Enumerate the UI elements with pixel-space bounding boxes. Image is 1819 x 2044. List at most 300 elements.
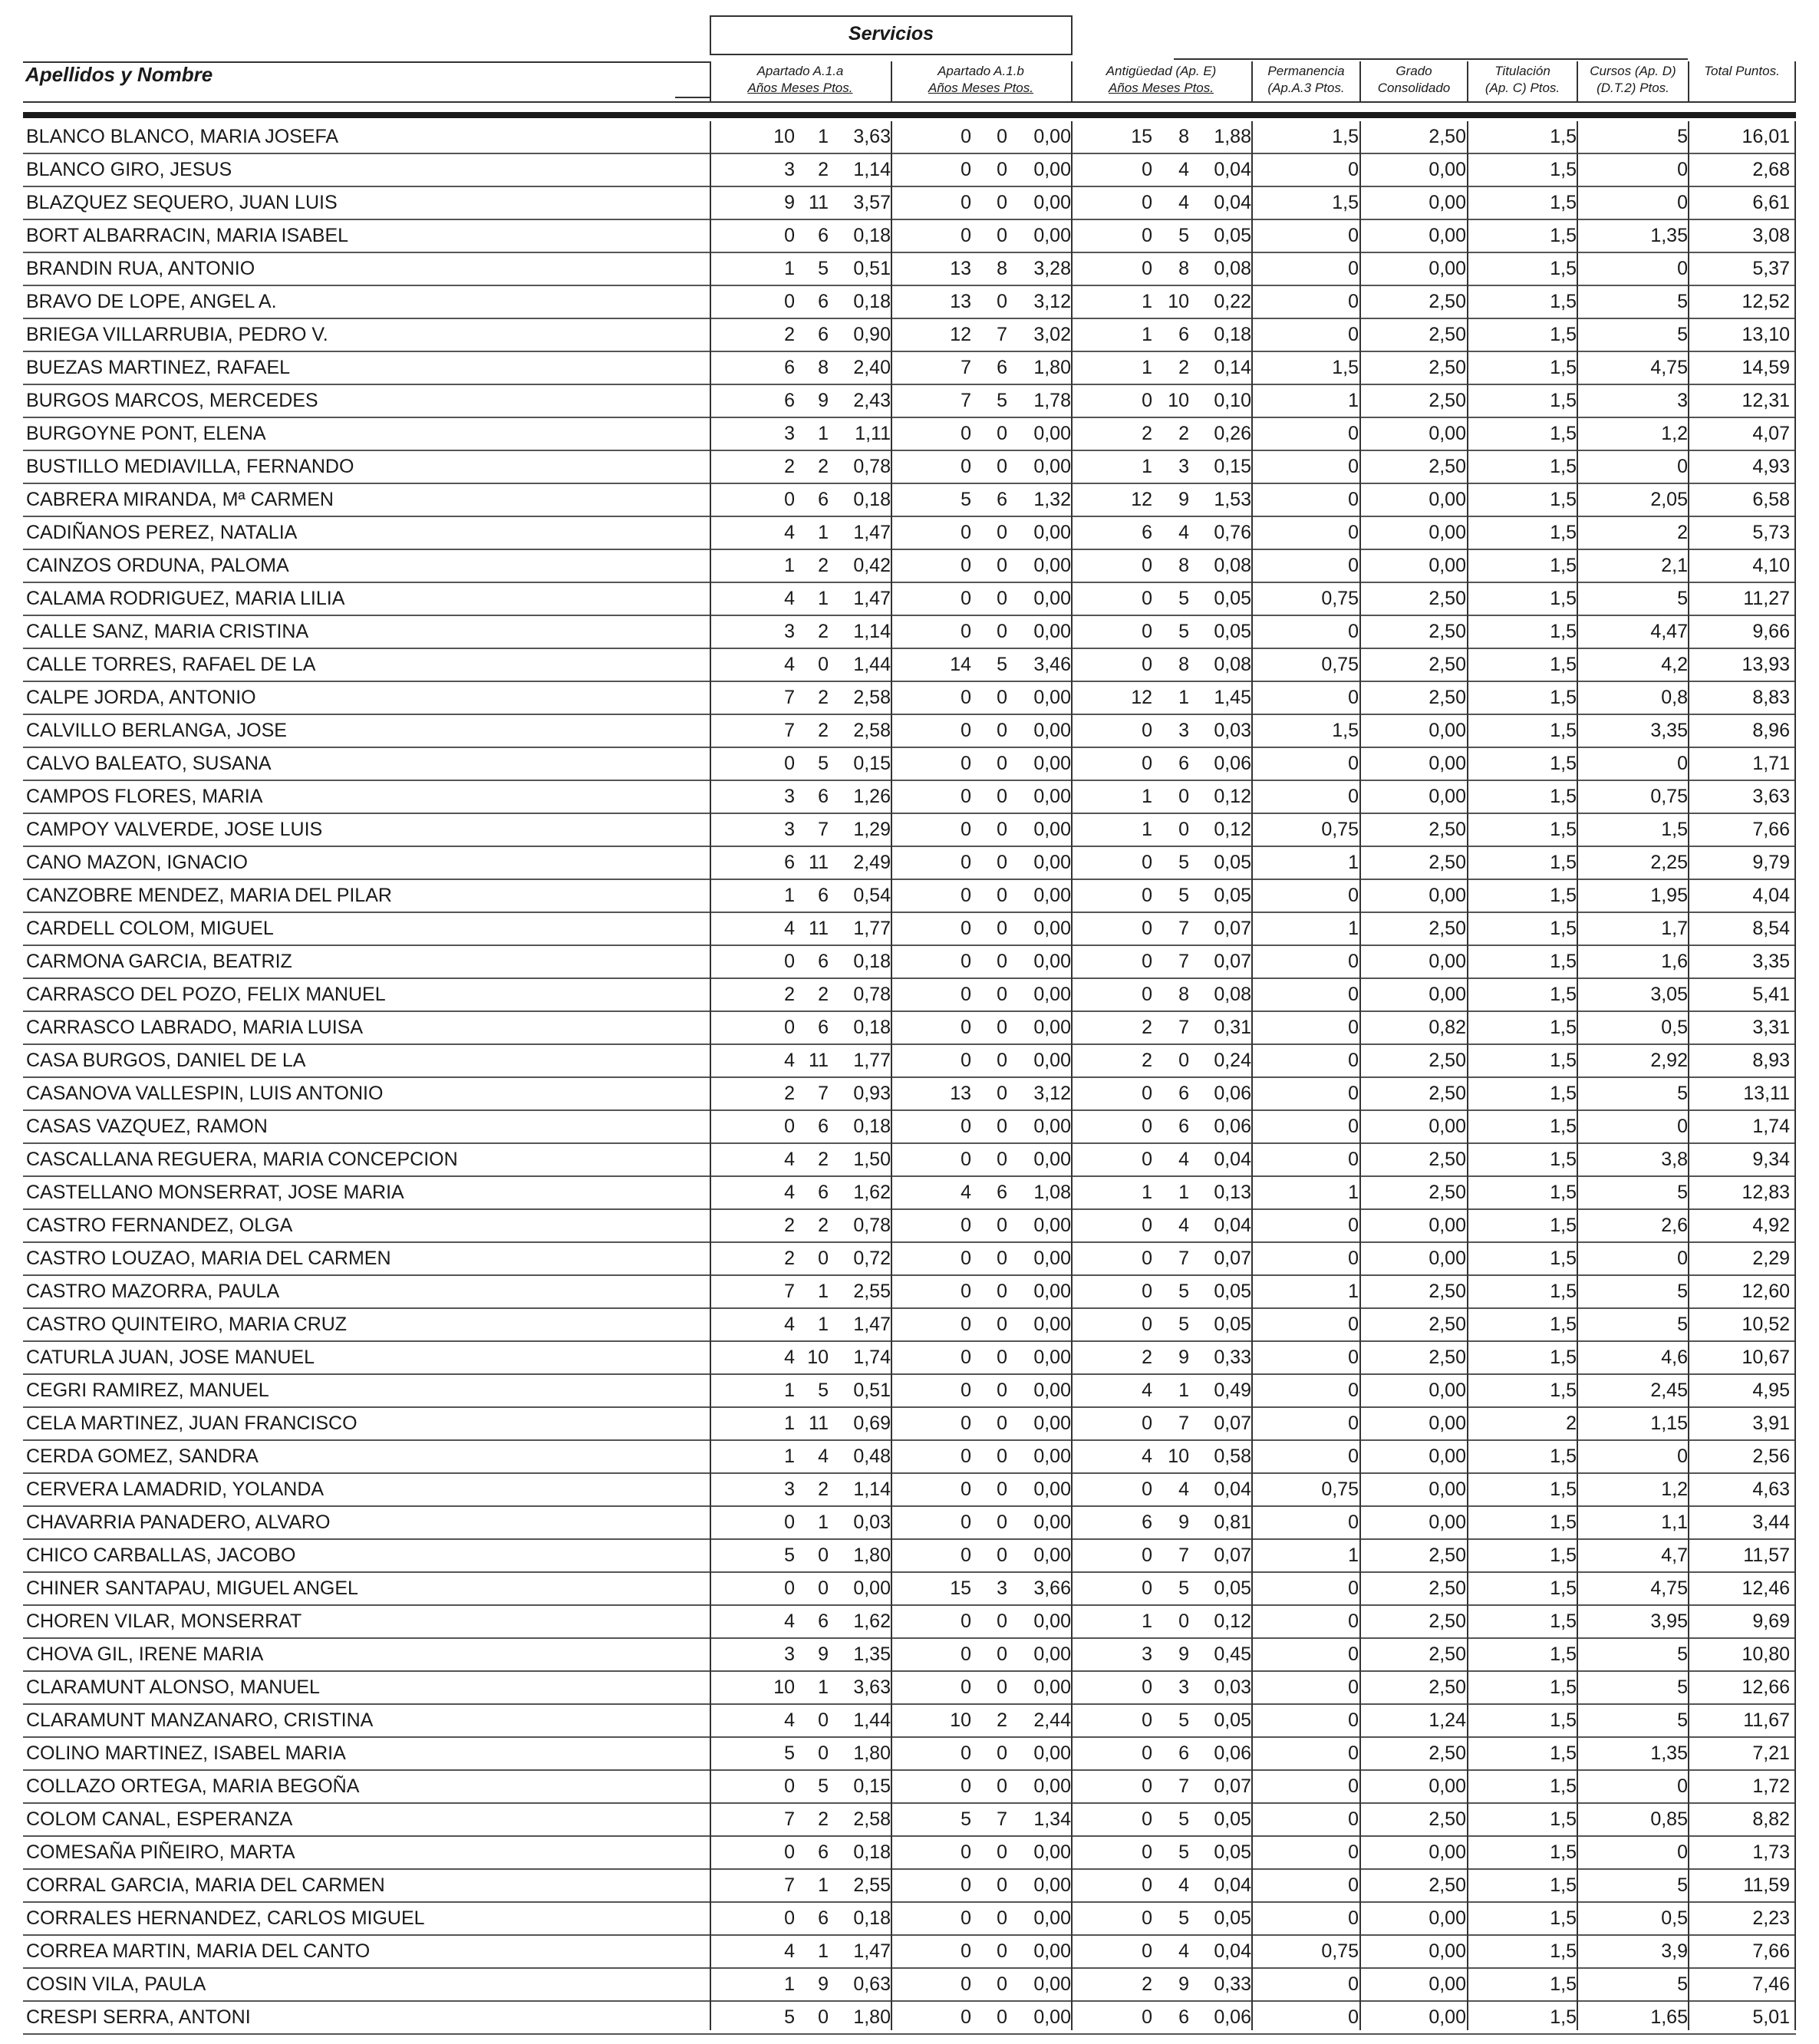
cell-titulacion: 1,5	[1550, 192, 1577, 213]
cell-titulacion: 1,5	[1550, 1248, 1577, 1269]
cell-a1a-ptos: 1,80	[853, 2006, 891, 2028]
cell-grado: 0,00	[1429, 1380, 1466, 1401]
cell-a1a-meses: 6	[818, 1017, 829, 1038]
cell-titulacion: 1,5	[1550, 1907, 1577, 1929]
cell-a1b-meses: 0	[997, 984, 1007, 1005]
cell-a1a-meses: 0	[818, 654, 829, 675]
table-row	[23, 1771, 1796, 1804]
cell-a1b-ptos: 0,00	[1033, 159, 1071, 180]
table-row	[23, 1540, 1796, 1573]
cell-titulacion: 1,5	[1550, 1512, 1577, 1533]
cell-antig-meses: 1	[1178, 687, 1189, 708]
cell-a1b-ptos: 0,00	[1033, 1413, 1071, 1434]
cell-antig-ptos: 0,04	[1214, 1940, 1251, 1962]
cell-total: 8,82	[1752, 1808, 1790, 1830]
cell-antig-ptos: 0,05	[1214, 1808, 1251, 1830]
cell-a1b-meses: 0	[997, 1314, 1007, 1335]
cell-permanencia: 0	[1348, 687, 1359, 708]
cell-name: CLARAMUNT ALONSO, MANUEL	[26, 1676, 320, 1698]
table-row	[23, 286, 1796, 319]
cell-antig-meses: 6	[1178, 753, 1189, 774]
cell-antig-ptos: 0,07	[1214, 1413, 1251, 1434]
cell-total: 5,41	[1752, 984, 1790, 1005]
col-header-line1: Total Puntos.	[1704, 64, 1780, 78]
cell-cursos: 5	[1677, 1281, 1688, 1302]
cell-titulacion: 1,5	[1550, 324, 1577, 345]
cell-a1b-meses: 0	[997, 1149, 1007, 1170]
cell-cursos: 0,8	[1661, 687, 1688, 708]
cell-a1a-anos: 1	[784, 258, 795, 279]
cell-a1b-meses: 0	[997, 852, 1007, 873]
cell-a1a-anos: 1	[784, 555, 795, 576]
cell-antig-ptos: 0,08	[1214, 258, 1251, 279]
cell-a1b-anos: 0	[961, 1479, 971, 1500]
cell-a1b-ptos: 0,00	[1033, 720, 1071, 741]
cell-antig-ptos: 0,18	[1214, 324, 1251, 345]
col-header-line2: (D.T.2) Ptos.	[1597, 81, 1669, 95]
cell-name: CRESPI SERRA, ANTONI	[26, 2006, 251, 2028]
cell-titulacion: 1,5	[1550, 654, 1577, 675]
cell-permanencia: 0	[1348, 1314, 1359, 1335]
cell-titulacion: 1,5	[1550, 1742, 1577, 1764]
cell-grado: 0,00	[1429, 1215, 1466, 1236]
cell-name: BURGOS MARCOS, MERCEDES	[26, 390, 318, 411]
cell-a1b-ptos: 0,00	[1033, 753, 1071, 774]
cell-cursos: 1,2	[1661, 1479, 1688, 1500]
cell-a1a-ptos: 3,63	[853, 126, 891, 147]
cell-a1a-meses: 1	[818, 522, 829, 543]
cell-cursos: 3,05	[1650, 984, 1688, 1005]
cell-antig-ptos: 0,07	[1214, 1248, 1251, 1269]
cell-antig-meses: 3	[1178, 456, 1189, 477]
cell-antig-anos: 0	[1142, 654, 1152, 675]
cell-a1a-ptos: 3,63	[853, 1676, 891, 1698]
cell-antig-ptos: 0,06	[1214, 753, 1251, 774]
table-row	[23, 1837, 1796, 1870]
cell-antig-anos: 2	[1142, 1973, 1152, 1995]
cell-antig-anos: 2	[1142, 423, 1152, 444]
cell-a1a-anos: 7	[784, 1281, 795, 1302]
cell-a1b-anos: 0	[961, 1149, 971, 1170]
cell-permanencia: 0	[1348, 423, 1359, 444]
cell-a1a-anos: 0	[784, 291, 795, 312]
cell-a1a-ptos: 1,11	[855, 423, 891, 444]
cell-permanencia: 0	[1348, 1347, 1359, 1368]
cell-a1a-anos: 2	[784, 1083, 795, 1104]
cell-a1b-anos: 0	[961, 852, 971, 873]
cell-antig-ptos: 0,49	[1214, 1380, 1251, 1401]
col-header-a1a	[710, 63, 891, 97]
cell-antig-anos: 0	[1142, 1841, 1152, 1863]
cell-total: 7,66	[1752, 1940, 1790, 1962]
cell-a1a-meses: 2	[818, 1479, 829, 1500]
cell-permanencia: 0	[1348, 456, 1359, 477]
table-row	[23, 1375, 1796, 1408]
cell-permanencia: 0	[1348, 324, 1359, 345]
cell-antig-ptos: 0,10	[1214, 390, 1251, 411]
cell-a1b-anos: 0	[961, 1973, 971, 1995]
cell-a1a-ptos: 1,62	[853, 1182, 891, 1203]
cell-permanencia: 0	[1348, 951, 1359, 972]
cell-a1b-meses: 0	[997, 753, 1007, 774]
cell-antig-meses: 4	[1178, 1149, 1189, 1170]
cell-cursos: 1,5	[1661, 819, 1688, 840]
cell-grado: 2,50	[1429, 357, 1466, 378]
cell-total: 9,34	[1752, 1149, 1790, 1170]
cell-antig-anos: 15	[1131, 126, 1152, 147]
cell-permanencia: 1	[1348, 1182, 1359, 1203]
cell-a1b-meses: 0	[997, 1742, 1007, 1764]
cell-antig-anos: 1	[1142, 1182, 1152, 1203]
cell-grado: 2,50	[1429, 687, 1466, 708]
cell-a1a-meses: 0	[818, 1545, 829, 1566]
cell-a1b-ptos: 0,00	[1033, 456, 1071, 477]
cell-a1b-anos: 0	[961, 1380, 971, 1401]
cell-a1a-ptos: 1,47	[853, 588, 891, 609]
cell-a1a-anos: 6	[784, 390, 795, 411]
cell-name: CASANOVA VALLESPIN, LUIS ANTONIO	[26, 1083, 384, 1104]
cell-antig-meses: 0	[1178, 1610, 1189, 1632]
cell-a1a-meses: 1	[818, 1874, 829, 1896]
col-header-line1: Antigüedad (Ap. E)	[1106, 64, 1217, 78]
cell-a1a-meses: 6	[818, 786, 829, 807]
cell-grado: 0,00	[1429, 720, 1466, 741]
cell-titulacion: 1,5	[1550, 1314, 1577, 1335]
cell-cursos: 3,95	[1650, 1610, 1688, 1632]
cell-grado: 2,50	[1429, 1182, 1466, 1203]
cell-a1a-meses: 7	[818, 1083, 829, 1104]
cell-grado: 0,00	[1429, 1248, 1466, 1269]
cell-a1a-ptos: 0,18	[853, 1116, 891, 1137]
cell-antig-ptos: 0,04	[1214, 1874, 1251, 1896]
cell-titulacion: 1,5	[1550, 1545, 1577, 1566]
cell-a1b-meses: 0	[997, 522, 1007, 543]
cell-name: CASTELLANO MONSERRAT, JOSE MARIA	[26, 1182, 404, 1203]
cell-name: CAINZOS ORDUNA, PALOMA	[26, 555, 289, 576]
cell-permanencia: 0	[1348, 621, 1359, 642]
cell-antig-ptos: 0,33	[1214, 1347, 1251, 1368]
cell-titulacion: 1,5	[1550, 1446, 1577, 1467]
cell-permanencia: 0	[1348, 1050, 1359, 1071]
cell-a1a-anos: 0	[784, 1017, 795, 1038]
cell-a1b-anos: 0	[961, 1874, 971, 1896]
cell-a1a-meses: 2	[818, 555, 829, 576]
cell-permanencia: 0	[1348, 885, 1359, 906]
cell-a1a-meses: 6	[818, 1841, 829, 1863]
cell-a1a-meses: 9	[818, 1643, 829, 1665]
table-row	[23, 1408, 1796, 1441]
cell-grado: 2,50	[1429, 1083, 1466, 1104]
header-bottom-rule	[23, 101, 1796, 103]
cell-antig-ptos: 0,08	[1214, 555, 1251, 576]
cell-antig-anos: 0	[1142, 192, 1152, 213]
cell-name: CALPE JORDA, ANTONIO	[26, 687, 256, 708]
col-header-line1: Permanencia	[1267, 64, 1345, 78]
cell-a1a-anos: 7	[784, 1808, 795, 1830]
col-header-antiguedad	[1071, 63, 1251, 97]
cell-permanencia: 0	[1348, 1973, 1359, 1995]
cell-grado: 0,00	[1429, 885, 1466, 906]
cell-total: 1,73	[1752, 1841, 1790, 1863]
cell-cursos: 0	[1677, 258, 1688, 279]
cell-antig-ptos: 0,22	[1214, 291, 1251, 312]
table-row	[23, 187, 1796, 220]
cell-a1a-meses: 1	[818, 423, 829, 444]
table-row	[23, 1045, 1796, 1078]
cell-antig-ptos: 1,45	[1214, 687, 1251, 708]
cell-titulacion: 1,5	[1550, 291, 1577, 312]
cell-titulacion: 1,5	[1550, 819, 1577, 840]
cell-cursos: 5	[1677, 1973, 1688, 1995]
cell-a1b-meses: 5	[997, 654, 1007, 675]
cell-a1b-anos: 0	[961, 126, 971, 147]
cell-antig-ptos: 0,05	[1214, 1907, 1251, 1929]
grid-vline	[1071, 121, 1073, 2030]
cell-total: 4,95	[1752, 1380, 1790, 1401]
cell-name: COSIN VILA, PAULA	[26, 1973, 206, 1995]
cell-a1b-anos: 0	[961, 1314, 971, 1335]
cell-permanencia: 1,5	[1332, 357, 1359, 378]
cell-a1b-ptos: 0,00	[1033, 126, 1071, 147]
cell-antig-meses: 9	[1178, 1512, 1189, 1533]
grid-vline	[1688, 121, 1689, 2030]
cell-a1b-anos: 0	[961, 1413, 971, 1434]
cell-antig-meses: 3	[1178, 720, 1189, 741]
cell-cursos: 0,5	[1661, 1017, 1688, 1038]
table-row	[23, 946, 1796, 979]
cell-a1a-meses: 5	[818, 258, 829, 279]
cell-name: CERDA GOMEZ, SANDRA	[26, 1446, 259, 1467]
cell-a1a-anos: 0	[784, 225, 795, 246]
cell-a1b-meses: 0	[997, 225, 1007, 246]
cell-total: 9,66	[1752, 621, 1790, 642]
cell-cursos: 1,1	[1661, 1512, 1688, 1533]
cell-a1a-meses: 11	[809, 1050, 829, 1071]
cell-total: 11,57	[1743, 1545, 1790, 1566]
cell-a1b-ptos: 0,00	[1033, 1742, 1071, 1764]
cell-name: CASA BURGOS, DANIEL DE LA	[26, 1050, 306, 1071]
cell-total: 8,96	[1752, 720, 1790, 741]
cell-a1b-ptos: 0,00	[1033, 951, 1071, 972]
cell-a1a-meses: 1	[818, 1314, 829, 1335]
cell-antig-meses: 7	[1178, 1413, 1189, 1434]
cell-a1b-ptos: 0,00	[1033, 1116, 1071, 1137]
cell-total: 8,83	[1752, 687, 1790, 708]
cell-antig-anos: 1	[1142, 456, 1152, 477]
cell-total: 10,52	[1742, 1314, 1790, 1335]
cell-cursos: 0,85	[1650, 1808, 1688, 1830]
table-row	[23, 220, 1796, 253]
cell-antig-meses: 6	[1178, 2006, 1189, 2028]
table-row	[23, 1738, 1796, 1771]
cell-a1a-anos: 4	[784, 1149, 795, 1170]
cell-grado: 0,00	[1429, 423, 1466, 444]
cell-grado: 2,50	[1429, 1314, 1466, 1335]
cell-a1a-ptos: 1,47	[853, 1940, 891, 1962]
cell-a1a-meses: 0	[818, 1248, 829, 1269]
cell-cursos: 3,8	[1661, 1149, 1688, 1170]
cell-a1b-meses: 0	[997, 1643, 1007, 1665]
cell-grado: 0,00	[1429, 1413, 1466, 1434]
cell-cursos: 5	[1677, 588, 1688, 609]
cell-grado: 0,00	[1429, 1973, 1466, 1995]
cell-a1a-ptos: 1,14	[853, 159, 891, 180]
cell-a1a-meses: 2	[818, 984, 829, 1005]
cell-antig-meses: 0	[1178, 819, 1189, 840]
cell-cursos: 4,75	[1650, 357, 1688, 378]
cell-name: BRANDIN RUA, ANTONIO	[26, 258, 255, 279]
cell-name: BORT ALBARRACIN, MARIA ISABEL	[26, 225, 349, 246]
cell-a1b-ptos: 0,00	[1033, 852, 1071, 873]
cell-cursos: 1,65	[1650, 2006, 1688, 2028]
cell-a1b-anos: 0	[961, 1512, 971, 1533]
cell-antig-meses: 4	[1178, 522, 1189, 543]
cell-grado: 2,50	[1429, 390, 1466, 411]
cell-antig-meses: 5	[1178, 621, 1189, 642]
cell-a1a-meses: 11	[809, 1413, 829, 1434]
cell-antig-ptos: 0,03	[1214, 1676, 1251, 1698]
cell-titulacion: 1,5	[1550, 1940, 1577, 1962]
cell-total: 7,46	[1752, 1973, 1790, 1995]
cell-cursos: 0	[1677, 1446, 1688, 1467]
cell-a1a-meses: 7	[818, 819, 829, 840]
cell-a1b-meses: 0	[997, 1116, 1007, 1137]
cell-antig-meses: 7	[1178, 1017, 1189, 1038]
servicios-group-header: Servicios	[710, 15, 1073, 55]
cell-antig-meses: 4	[1178, 1479, 1189, 1500]
cell-a1a-ptos: 0,18	[853, 1017, 891, 1038]
cell-a1a-ptos: 0,18	[853, 1841, 891, 1863]
cell-antig-anos: 0	[1142, 159, 1152, 180]
cell-a1b-meses: 0	[997, 1050, 1007, 1071]
cell-a1b-ptos: 0,00	[1033, 522, 1071, 543]
cell-a1a-anos: 4	[784, 1347, 795, 1368]
cell-grado: 2,50	[1429, 1578, 1466, 1599]
cell-antig-ptos: 0,07	[1214, 951, 1251, 972]
cell-a1a-ptos: 1,77	[853, 1050, 891, 1071]
cell-total: 12,66	[1742, 1676, 1790, 1698]
cell-total: 10,67	[1742, 1347, 1790, 1368]
cell-titulacion: 1,5	[1550, 489, 1577, 510]
cell-antig-meses: 8	[1178, 126, 1189, 147]
cell-antig-meses: 9	[1178, 1973, 1189, 1995]
cell-name: CARMONA GARCIA, BEATRIZ	[26, 951, 292, 972]
cell-titulacion: 1,5	[1550, 225, 1577, 246]
cell-permanencia: 0	[1348, 1116, 1359, 1137]
cell-a1b-meses: 2	[997, 1709, 1007, 1731]
cell-a1b-anos: 10	[950, 1709, 971, 1731]
cell-a1a-meses: 2	[818, 1808, 829, 1830]
cell-a1a-ptos: 0,51	[853, 1380, 891, 1401]
cell-total: 5,01	[1752, 2006, 1790, 2028]
cell-permanencia: 0,75	[1321, 819, 1359, 840]
cell-antig-meses: 8	[1178, 258, 1189, 279]
cell-titulacion: 1,5	[1550, 1709, 1577, 1731]
cell-name: CORREA MARTIN, MARIA DEL CANTO	[26, 1940, 371, 1962]
cell-grado: 0,00	[1429, 1841, 1466, 1863]
cell-a1a-ptos: 0,00	[853, 1578, 891, 1599]
cell-a1a-anos: 3	[784, 819, 795, 840]
cell-a1a-meses: 6	[818, 489, 829, 510]
cell-antig-ptos: 0,07	[1214, 1545, 1251, 1566]
grid-vline	[1467, 121, 1468, 2030]
table-row	[23, 1441, 1796, 1474]
cell-name: CHOREN VILAR, MONSERRAT	[26, 1610, 302, 1632]
cell-antig-meses: 6	[1178, 1742, 1189, 1764]
cell-a1a-meses: 2	[818, 720, 829, 741]
cell-titulacion: 1,5	[1550, 786, 1577, 807]
cell-antig-anos: 0	[1142, 1940, 1152, 1962]
cell-a1b-ptos: 0,00	[1033, 1479, 1071, 1500]
cell-grado: 2,50	[1429, 1050, 1466, 1071]
cell-name: CANZOBRE MENDEZ, MARIA DEL PILAR	[26, 885, 392, 906]
cell-a1b-anos: 0	[961, 1940, 971, 1962]
cell-a1a-anos: 5	[784, 1742, 795, 1764]
cell-permanencia: 0	[1348, 1578, 1359, 1599]
cell-permanencia: 0	[1348, 1841, 1359, 1863]
cell-name: CERVERA LAMADRID, YOLANDA	[26, 1479, 325, 1500]
cell-a1a-ptos: 0,69	[853, 1413, 891, 1434]
table-row	[23, 451, 1796, 484]
cell-a1a-meses: 0	[818, 1709, 829, 1731]
cell-name: COLLAZO ORTEGA, MARIA BEGOÑA	[26, 1775, 360, 1797]
cell-antig-ptos: 0,05	[1214, 588, 1251, 609]
cell-grado: 2,50	[1429, 588, 1466, 609]
cell-a1a-meses: 9	[818, 390, 829, 411]
cell-cursos: 1,35	[1650, 1742, 1688, 1764]
cell-permanencia: 1,5	[1332, 126, 1359, 147]
cell-a1a-anos: 1	[784, 885, 795, 906]
cell-a1a-ptos: 0,54	[853, 885, 891, 906]
cell-a1b-meses: 0	[997, 1610, 1007, 1632]
cell-a1a-meses: 6	[818, 951, 829, 972]
cell-titulacion: 1,5	[1550, 918, 1577, 939]
cell-titulacion: 1,5	[1550, 984, 1577, 1005]
cell-a1a-meses: 11	[809, 192, 829, 213]
cell-name: CHICO CARBALLAS, JACOBO	[26, 1545, 296, 1566]
cell-grado: 2,50	[1429, 852, 1466, 873]
cell-antig-meses: 5	[1178, 852, 1189, 873]
table-row	[23, 1507, 1796, 1540]
cell-antig-meses: 5	[1178, 1578, 1189, 1599]
cell-a1b-ptos: 0,00	[1033, 1446, 1071, 1467]
cell-antig-meses: 10	[1168, 390, 1189, 411]
table-row	[23, 1804, 1796, 1837]
cell-antig-meses: 1	[1178, 1182, 1189, 1203]
cell-cursos: 0	[1677, 1841, 1688, 1863]
cell-a1a-meses: 1	[818, 1281, 829, 1302]
cell-antig-anos: 0	[1142, 390, 1152, 411]
cell-a1b-ptos: 3,46	[1033, 654, 1071, 675]
table-row	[23, 1969, 1796, 2002]
cell-antig-anos: 0	[1142, 753, 1152, 774]
header-underline-short	[675, 97, 710, 98]
cell-cursos: 4,47	[1650, 621, 1688, 642]
table-row	[23, 847, 1796, 880]
cell-antig-anos: 0	[1142, 1479, 1152, 1500]
cell-cursos: 0,5	[1661, 1907, 1688, 1929]
grid-vline	[1251, 121, 1253, 2030]
cell-antig-meses: 5	[1178, 225, 1189, 246]
cell-name: CHAVARRIA PANADERO, ALVARO	[26, 1512, 331, 1533]
cell-a1a-ptos: 1,74	[853, 1347, 891, 1368]
cell-a1a-anos: 3	[784, 786, 795, 807]
cell-cursos: 4,75	[1650, 1578, 1688, 1599]
cell-total: 2,29	[1752, 1248, 1790, 1269]
cell-antig-anos: 4	[1142, 1380, 1152, 1401]
cell-antig-anos: 1	[1142, 819, 1152, 840]
cell-antig-anos: 0	[1142, 1215, 1152, 1236]
